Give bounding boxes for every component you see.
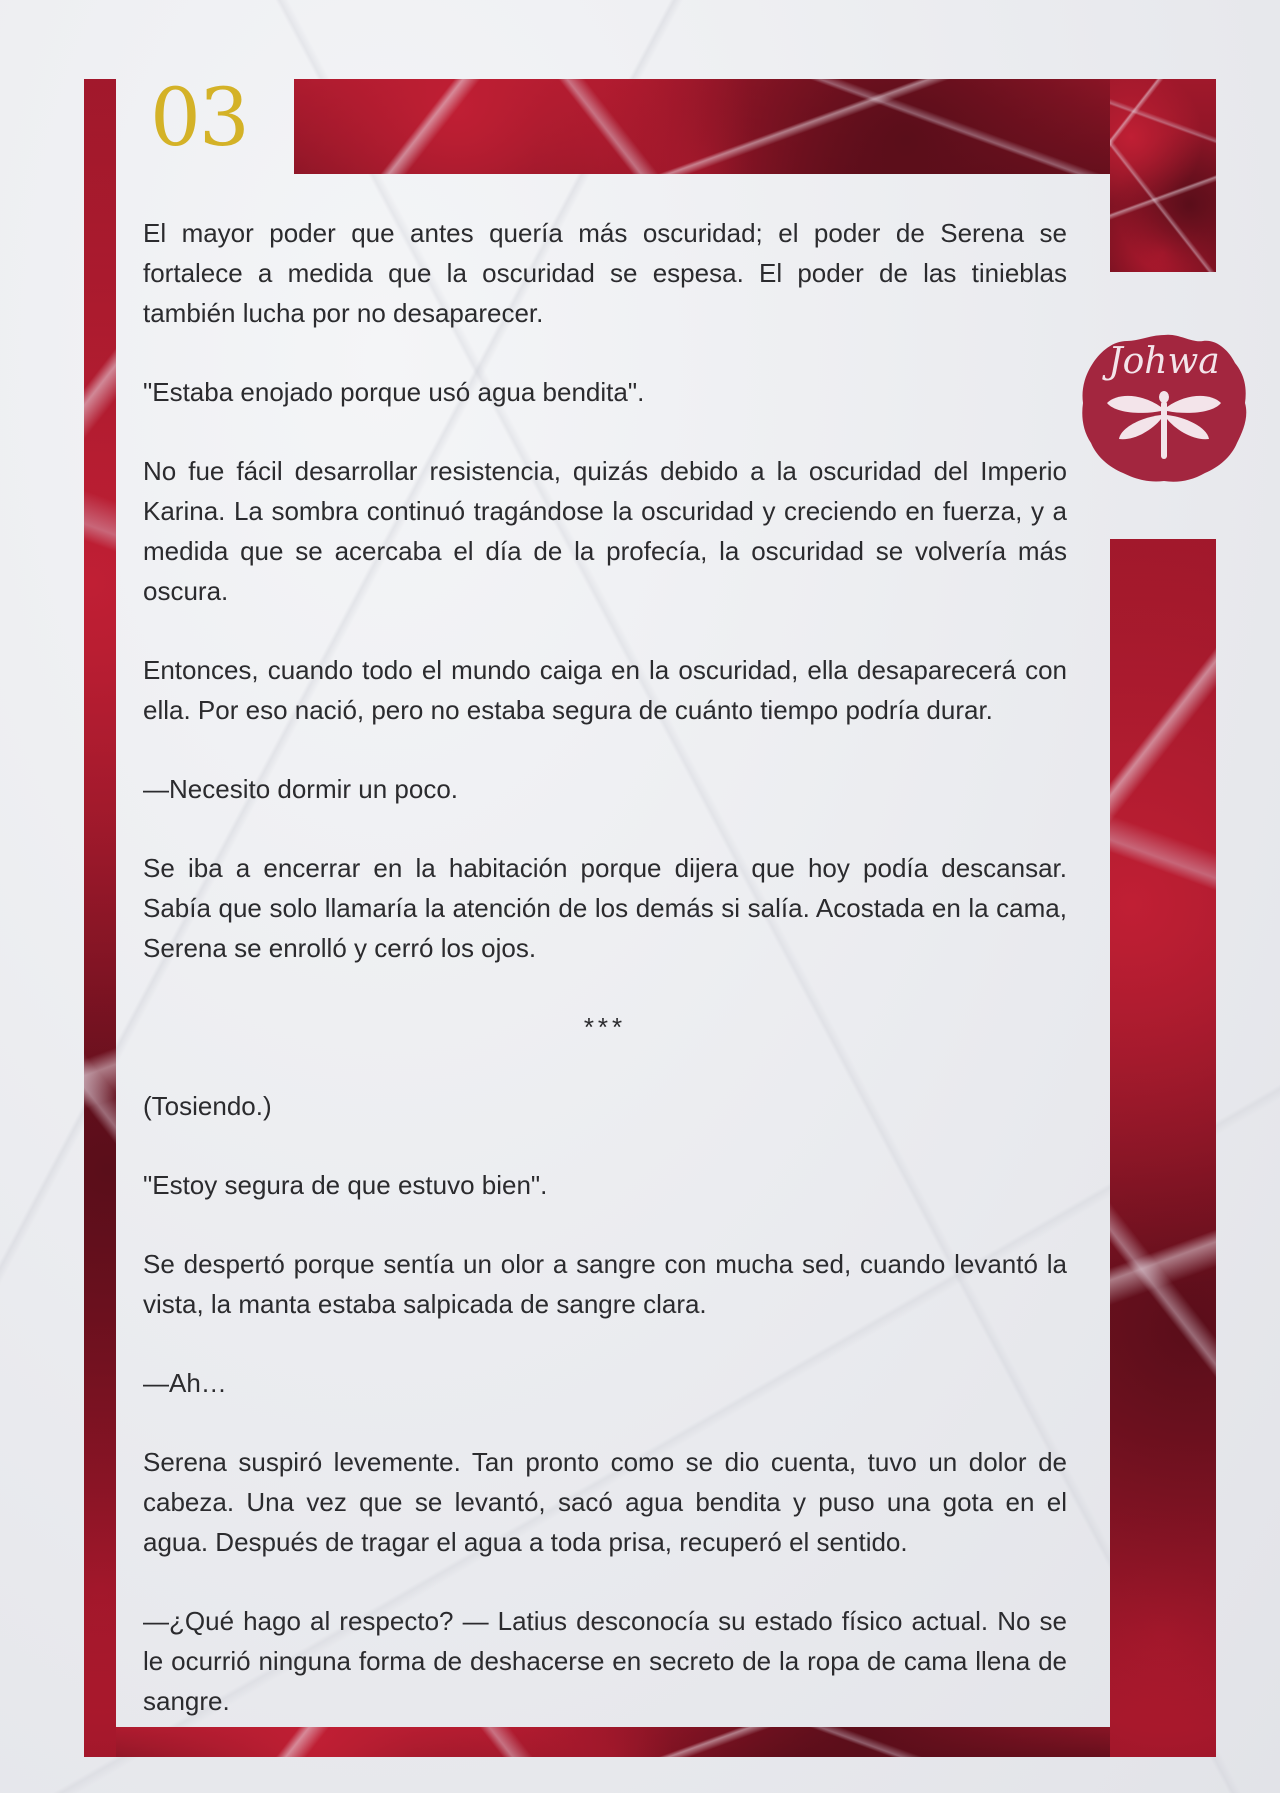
page-body bbox=[143, 213, 1067, 1721]
johwa-logo bbox=[1079, 331, 1249, 485]
paragraph: —¿Qué hago al respecto? — Latius desconocía su estado físico actual. No se le ocurrió ninguna forma de deshacerse en secreto de la ropa de cama llena de sangre. bbox=[143, 1606, 1067, 1716]
paragraph: Se despertó porque sentía un olor a sangre con mucha sed, cuando levantó la vista, la manta estaba salpicada de sangre clara. bbox=[143, 1249, 1067, 1319]
chapter-number: 03 bbox=[150, 71, 248, 164]
paragraph: Serena suspiró levemente. Tan pronto como se dio cuenta, tuvo un dolor de cabeza. Una vez que se levantó, sacó agua bendita y puso una gota en el agua. Después de tragar el agua a toda prisa, recuperó el sentido. bbox=[143, 1447, 1067, 1557]
paragraph: No fue fácil desarrollar resistencia, quizás debido a la oscuridad del Imperio Karina. La sombra continuó tragándose la oscuridad y creciendo en fuerza, y a medida que se acercaba el día de la profecía, la oscuridad se volvería más oscura. bbox=[143, 456, 1067, 606]
paragraph: "Estoy segura de que estuvo bien". bbox=[143, 1170, 548, 1200]
marble-border-bottom bbox=[116, 1727, 1110, 1757]
paragraph: (Tosiendo.) bbox=[143, 1091, 272, 1121]
marble-border-top-right bbox=[1110, 79, 1216, 272]
paragraph: Se iba a encerrar en la habitación porque dijera que hoy podía descansar. Sabía que solo llamaría la atención de los demás si salía. Acostada en la cama, Serena se enrolló y cerró los ojos. bbox=[143, 853, 1067, 963]
paragraph: —Ah… bbox=[143, 1368, 227, 1398]
logo-text: Johwa bbox=[1108, 341, 1220, 382]
paragraph: El mayor poder que antes quería más oscuridad; el poder de Serena se fortalece a medida que la oscuridad se espesa. El poder de las tinieblas también lucha por no desaparecer. bbox=[143, 218, 1067, 328]
paragraph: Entonces, cuando todo el mundo caiga en la oscuridad, ella desaparecerá con ella. Por eso nació, pero no estaba segura de cuánto tiempo podría durar. bbox=[143, 655, 1067, 725]
paragraph: "Estaba enojado porque usó agua bendita". bbox=[143, 377, 645, 407]
marble-border-right bbox=[1110, 539, 1216, 1757]
marble-border-top bbox=[294, 79, 1110, 174]
paragraph: —Necesito dormir un poco. bbox=[143, 774, 459, 804]
scene-divider: *** bbox=[583, 1012, 627, 1042]
marble-border-left bbox=[84, 79, 116, 1757]
